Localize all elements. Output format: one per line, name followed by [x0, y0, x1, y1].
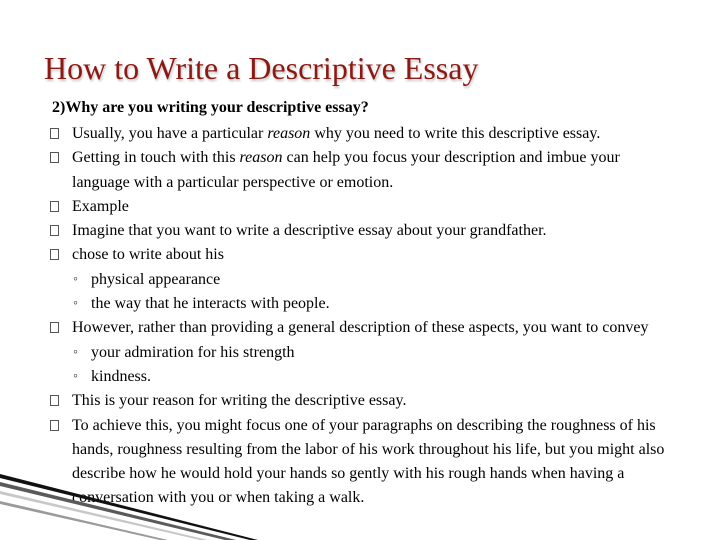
sub-item-text: kindness. — [91, 367, 151, 385]
sub-item-text: the way that he interacts with people. — [91, 295, 330, 313]
sub-item-text: your admiration for his strength — [91, 343, 295, 361]
section-heading: 2)Why are you writing your descriptive essay? — [52, 99, 369, 116]
sub-item-text: physical appearance — [91, 270, 221, 288]
sub-list-item — [50, 292, 680, 316]
item-text: This is your reason for writing the descriptive essay. — [72, 392, 407, 410]
list-item — [50, 195, 680, 219]
bullet-box-icon — [50, 201, 59, 212]
bullet-box-icon — [50, 128, 59, 139]
item-text: Getting in touch with this — [72, 149, 240, 167]
list-item — [50, 219, 680, 243]
item-text: However, rather than providing a general description of these aspects, you want to convey — [72, 319, 649, 337]
bullet-box-icon — [50, 249, 59, 260]
sub-bullet-icon: ◦ — [73, 296, 78, 312]
sub-bullet-icon: ◦ — [73, 271, 78, 287]
item-text: can help you focus your description and imbue your language with a particular perspective or emotion. — [72, 149, 620, 191]
sub-list-item — [50, 341, 680, 365]
sub-list-item — [50, 365, 680, 389]
corner-stripes-decoration — [0, 450, 260, 540]
sub-list-item — [50, 268, 680, 292]
item-text: why you need to write this descriptive essay. — [310, 125, 601, 142]
bullet-box-icon — [50, 322, 59, 333]
sub-bullet-icon: ◦ — [73, 344, 78, 360]
item-text: chose to write about his — [72, 246, 224, 264]
list-item — [50, 316, 680, 340]
item-emphasis: reason — [267, 125, 311, 142]
item-emphasis: reason — [239, 149, 283, 167]
bullet-box-icon — [50, 225, 59, 236]
item-text: Usually, you have a particular — [72, 125, 268, 142]
slide-title: How to Write a Descriptive Essay — [44, 50, 479, 86]
sub-bullet-icon: ◦ — [73, 368, 78, 384]
bullet-box-icon — [50, 420, 59, 431]
list-item — [50, 122, 680, 146]
list-item — [50, 146, 680, 195]
item-text: To achieve this, you might focus one of your paragraphs on describing the roughness of his hands, roughness resulting from the labor of his work throughout his life, but you might also describe how he would hold your hands so gently with his rough hands when having a conversation with you or when taking a walk. — [72, 416, 665, 507]
list-item — [50, 389, 680, 413]
bullet-box-icon — [50, 395, 59, 406]
item-text: Example — [72, 197, 129, 215]
item-text: Imagine that you want to write a descriptive essay about your grandfather. — [72, 222, 547, 240]
bullet-box-icon — [50, 152, 59, 163]
list-item — [50, 243, 680, 267]
